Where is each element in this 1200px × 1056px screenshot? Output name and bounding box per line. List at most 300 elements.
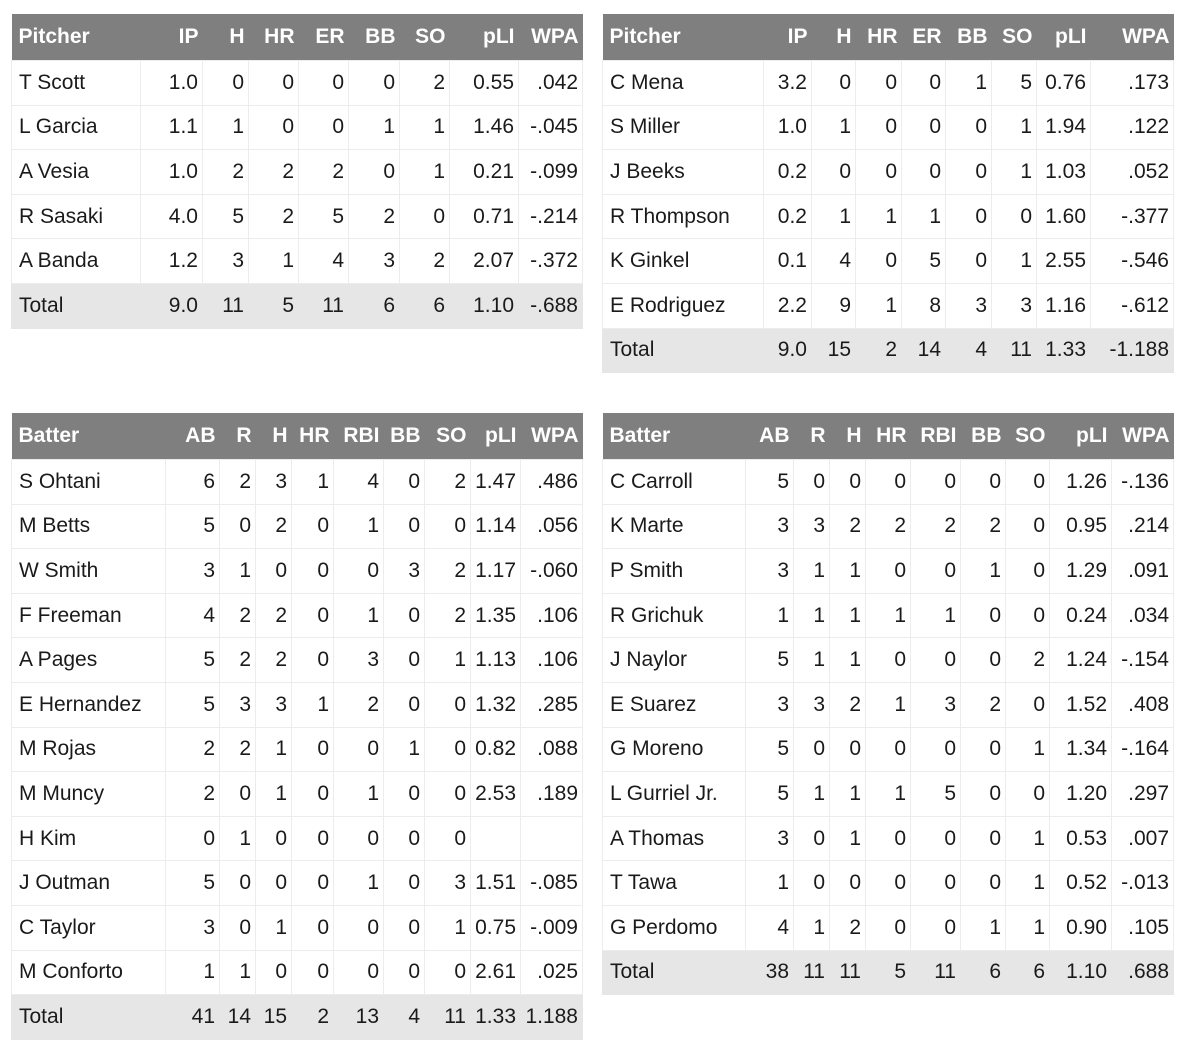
stat-cell: 0 [911,727,961,772]
stat-cell: 3 [794,682,830,727]
stat-cell: 3 [166,549,220,594]
total-label: Total [603,950,746,995]
stat-cell: 1.60 [1037,194,1091,239]
stat-cell: 1.14 [471,504,521,549]
stat-cell: 0 [866,727,911,772]
stat-cell: 0.2 [764,150,812,195]
stat-cell: 2.07 [450,239,519,284]
stat-cell: 0 [384,593,425,638]
stat-cell: 3 [220,682,256,727]
stat-cell: 0 [425,772,471,817]
stat-cell: 1 [794,772,830,817]
stat-cell: -.164 [1112,727,1174,772]
table-row [603,549,1174,594]
player-name: E Rodriguez [603,283,764,328]
stat-cell: 1.10 [1050,950,1112,995]
stat-cell: .088 [521,727,583,772]
stat-cell: 1 [1006,816,1050,861]
stat-cell: 11 [425,995,471,1040]
stat-cell: 1 [249,239,299,284]
stat-cell: 0 [425,682,471,727]
stat-cell: 1 [334,504,384,549]
stat-cell: 3 [992,283,1037,328]
stat-cell: 0 [856,150,902,195]
stat-cell: 4 [166,593,220,638]
stat-cell: 0 [425,950,471,995]
stat-cell: 14 [220,995,256,1040]
stat-cell: 0 [911,549,961,594]
column-header: Pitcher [12,14,141,61]
column-header: pLI [1037,14,1091,61]
total-row [603,328,1174,373]
stat-cell: 2 [911,504,961,549]
column-header: ER [902,14,946,61]
stat-cell: 1 [384,727,425,772]
stat-cell: -.099 [519,150,583,195]
stat-cell: 0 [812,150,856,195]
table-row [603,905,1174,950]
stat-cell: 0 [830,727,866,772]
stat-cell: 0.75 [471,905,521,950]
stat-cell: 0 [902,150,946,195]
stat-cell: 0 [425,504,471,549]
stat-cell: 2 [203,150,249,195]
stat-cell: 0 [866,861,911,906]
stat-cell: 0 [292,772,334,817]
stat-cell: 1 [349,105,400,150]
stat-cell: 0 [961,727,1006,772]
column-header: IP [141,14,203,61]
stat-cell: 1.33 [471,995,521,1040]
player-name: G Perdomo [603,905,746,950]
stat-cell: 1 [292,682,334,727]
table-row [603,638,1174,683]
stat-cell: 0 [794,861,830,906]
stat-cell: 1 [992,105,1037,150]
player-name: S Ohtani [12,460,166,505]
stat-cell: 0 [220,504,256,549]
stat-cell: 1.52 [1050,682,1112,727]
stat-cell: 0 [946,194,992,239]
stat-cell: 0 [1006,593,1050,638]
stat-cell: 1 [992,150,1037,195]
stat-cell: 0.95 [1050,504,1112,549]
stat-cell: 2 [220,460,256,505]
stat-cell: 6 [166,460,220,505]
stat-cell: 0 [384,905,425,950]
stat-cell: 0 [292,593,334,638]
stat-cell: 0 [256,861,292,906]
stat-cell: 5 [299,194,349,239]
stat-cell: 0.71 [450,194,519,239]
player-name: C Mena [603,61,764,106]
player-name: C Carroll [603,460,746,505]
stat-cell: 2 [400,239,450,284]
stat-cell: 5 [166,861,220,906]
stat-cell: 1.26 [1050,460,1112,505]
stat-cell: 1 [425,638,471,683]
stat-cell: 0 [794,460,830,505]
stat-cell: 1.13 [471,638,521,683]
stat-cell: 3 [166,905,220,950]
player-name: A Pages [12,638,166,683]
table-row [12,593,583,638]
stat-cell: 0.90 [1050,905,1112,950]
batting-table-left [11,413,583,1040]
stat-cell: 4.0 [141,194,203,239]
player-name: M Muncy [12,772,166,817]
stat-cell: 3 [746,816,794,861]
stat-cell: 1 [400,105,450,150]
stat-cell: 11 [911,950,961,995]
stat-cell: .025 [521,950,583,995]
stat-cell: -.136 [1112,460,1174,505]
stat-cell: -.688 [519,283,583,328]
stat-cell: 6 [961,950,1006,995]
stat-cell: 0 [961,593,1006,638]
stat-cell: 1 [220,549,256,594]
stat-cell: 0 [292,816,334,861]
stat-cell: 0 [911,905,961,950]
stat-cell: 1 [866,593,911,638]
column-header: R [220,413,256,460]
stat-cell: .214 [1112,504,1174,549]
stat-cell: 2 [292,995,334,1040]
column-header: AB [166,413,220,460]
stat-cell: 6 [349,283,400,328]
stat-cell: .052 [1091,150,1174,195]
column-header: SO [400,14,450,61]
column-header: IP [764,14,812,61]
player-name: H Kim [12,816,166,861]
stat-cell: .408 [1112,682,1174,727]
stat-cell: 1 [334,861,384,906]
stat-cell: 2 [166,727,220,772]
player-name: L Garcia [12,105,141,150]
table-row [603,194,1174,239]
total-label: Total [603,328,764,373]
stat-cell: .189 [521,772,583,817]
stat-cell: 1 [256,727,292,772]
stat-cell: 2 [425,549,471,594]
stat-cell: 0 [384,682,425,727]
stat-cell: 1 [794,638,830,683]
stat-cell: 0 [256,950,292,995]
stat-cell: 0 [349,61,400,106]
stat-cell: 0.24 [1050,593,1112,638]
column-header: R [794,413,830,460]
stat-cell: 1 [746,861,794,906]
stat-cell: 0 [384,772,425,817]
stat-cell: 0 [1006,772,1050,817]
column-header: HR [249,14,299,61]
stat-cell: 0 [1006,549,1050,594]
stat-cell: -.009 [521,905,583,950]
stat-cell: 41 [166,995,220,1040]
stat-cell: 0 [220,861,256,906]
stat-cell: 0 [425,816,471,861]
stat-cell: 1.51 [471,861,521,906]
stat-cell: 0 [384,950,425,995]
stat-cell: 1.2 [141,239,203,284]
stat-cell: 1.0 [141,61,203,106]
table-row [603,504,1174,549]
player-name: M Rojas [12,727,166,772]
total-label: Total [12,995,166,1040]
stat-cell: 11 [830,950,866,995]
stat-cell: 1 [220,950,256,995]
player-name: J Beeks [603,150,764,195]
stat-cell: 5 [166,638,220,683]
column-header: H [203,14,249,61]
stat-cell: 0 [911,638,961,683]
pitching-table-left [11,14,583,329]
stat-cell: 1 [794,549,830,594]
player-name: T Scott [12,61,141,106]
player-name: E Suarez [603,682,746,727]
stat-cell: -.045 [519,105,583,150]
stat-cell: 6 [400,283,450,328]
player-name: M Conforto [12,950,166,995]
stat-cell: 1.0 [141,150,203,195]
stat-cell: 11 [299,283,349,328]
stat-cell: 0 [384,861,425,906]
stat-cell: 2 [830,905,866,950]
stat-cell: 2 [400,61,450,106]
stat-cell: 3 [349,239,400,284]
stat-cell: 0 [830,861,866,906]
stat-cell: 0 [384,460,425,505]
table-row [12,549,583,594]
column-header: ER [299,14,349,61]
stat-cell: 4 [384,995,425,1040]
player-name: P Smith [603,549,746,594]
stat-cell: 2 [256,638,292,683]
stat-cell: 1 [946,61,992,106]
stat-cell: 1 [856,283,902,328]
stat-cell: 0.53 [1050,816,1112,861]
stat-cell: 1.46 [450,105,519,150]
stat-cell: 5 [746,638,794,683]
stat-cell: 0 [384,638,425,683]
stat-cell: 1 [961,549,1006,594]
table-row [603,682,1174,727]
stat-cell: 0 [961,861,1006,906]
table-row [603,150,1174,195]
stat-cell: 38 [746,950,794,995]
stat-cell: 1 [334,772,384,817]
stat-cell: 1 [1006,861,1050,906]
stat-cell: -.154 [1112,638,1174,683]
stat-cell: 1 [992,239,1037,284]
stat-cell: 0 [334,727,384,772]
total-row [12,995,583,1040]
player-name: A Thomas [603,816,746,861]
table-row [12,460,583,505]
stat-cell: 0.76 [1037,61,1091,106]
stat-cell: 1.32 [471,682,521,727]
stat-cell: 1.35 [471,593,521,638]
stat-cell: 3 [746,504,794,549]
stat-cell: 0 [292,950,334,995]
stat-cell: 1 [866,772,911,817]
player-name: C Taylor [12,905,166,950]
table-row [12,61,583,106]
column-header: WPA [519,14,583,61]
total-row [12,283,583,328]
stat-cell: 1 [794,593,830,638]
stat-cell: 2 [166,772,220,817]
stat-cell: 1 [812,105,856,150]
stat-cell: 0 [292,861,334,906]
stat-cell: 0 [249,61,299,106]
header-row [603,413,1174,460]
column-header: SO [425,413,471,460]
stat-cell: 5 [902,239,946,284]
stat-cell: 0 [256,816,292,861]
stat-cell: 1 [866,682,911,727]
stat-cell: 0 [292,905,334,950]
stat-cell: 2 [830,682,866,727]
stat-cell: 2.2 [764,283,812,328]
stat-cell: 2.55 [1037,239,1091,284]
total-row [603,950,1174,995]
column-header: H [830,413,866,460]
stat-cell: 0 [902,61,946,106]
table-row [603,283,1174,328]
stat-cell: .486 [521,460,583,505]
column-header: WPA [1112,413,1174,460]
table-row [603,816,1174,861]
stat-cell: 0 [830,460,866,505]
stat-cell: 2 [830,504,866,549]
stat-cell: 3 [256,460,292,505]
player-name: K Ginkel [603,239,764,284]
stat-cell: 0 [334,549,384,594]
stat-cell: 9.0 [764,328,812,373]
stat-cell: 2 [220,593,256,638]
stat-cell: 2 [961,682,1006,727]
column-header: SO [992,14,1037,61]
column-header: pLI [471,413,521,460]
stat-cell: 0 [961,638,1006,683]
stat-cell: 1 [830,549,866,594]
stat-cell: .105 [1112,905,1174,950]
player-name: L Gurriel Jr. [603,772,746,817]
player-name: R Thompson [603,194,764,239]
pitching-table-right [602,14,1174,373]
player-name: K Marte [603,504,746,549]
player-name: T Tawa [603,861,746,906]
player-name: A Vesia [12,150,141,195]
stat-cell: 11 [794,950,830,995]
stat-cell: 1 [425,905,471,950]
column-header: WPA [521,413,583,460]
stat-cell: 2 [856,328,902,373]
stat-cell: 1 [400,150,450,195]
stat-cell: 0 [292,549,334,594]
table-row [12,194,583,239]
table-row [603,593,1174,638]
stat-cell [471,816,521,861]
table-row [603,105,1174,150]
column-header: pLI [1050,413,1112,460]
stat-cell: 1 [1006,727,1050,772]
stat-cell: 0.52 [1050,861,1112,906]
stat-cell: -.377 [1091,194,1174,239]
stat-cell: 1 [812,194,856,239]
column-header: BB [961,413,1006,460]
column-header: SO [1006,413,1050,460]
stat-cell: 2 [249,194,299,239]
stat-cell: -.013 [1112,861,1174,906]
stat-cell: .106 [521,593,583,638]
stat-cell: -1.188 [1091,328,1174,373]
table-row [12,905,583,950]
stat-cell: 0 [334,816,384,861]
column-header: Pitcher [603,14,764,61]
column-header: Batter [603,413,746,460]
stat-cell: 13 [334,995,384,1040]
table-row [603,61,1174,106]
stat-cell: 0 [1006,504,1050,549]
stat-cell: 1 [830,638,866,683]
table-row [12,727,583,772]
stat-cell: 4 [946,328,992,373]
stat-cell: 0 [961,816,1006,861]
stat-cell: -.085 [521,861,583,906]
player-name: R Sasaki [12,194,141,239]
stat-cell: 3 [746,549,794,594]
stat-cell: 1 [794,905,830,950]
table-row [603,727,1174,772]
table-row [603,861,1174,906]
stat-cell: 1.0 [764,105,812,150]
stat-cell: 5 [203,194,249,239]
stat-cell: 1.24 [1050,638,1112,683]
header-row [12,413,583,460]
stat-cell: 0 [384,504,425,549]
stat-cell: 2 [425,460,471,505]
stat-cell: 4 [812,239,856,284]
stat-cell: 1.16 [1037,283,1091,328]
stat-cell: 1.1 [141,105,203,150]
stat-cell: 1 [1006,905,1050,950]
stat-cell: 0 [384,816,425,861]
stat-cell: 8 [902,283,946,328]
stat-cell: 1 [334,593,384,638]
stat-cell: 11 [992,328,1037,373]
stat-cell: 1 [961,905,1006,950]
player-name: F Freeman [12,593,166,638]
stat-cell: 0 [866,905,911,950]
stat-cell: 1 [256,905,292,950]
stat-cell: 3 [946,283,992,328]
stat-cell: 3 [746,682,794,727]
column-header: BB [946,14,992,61]
stat-cell: 9.0 [141,283,203,328]
stat-cell: 0 [856,105,902,150]
stat-cell: 0 [292,504,334,549]
column-header: H [812,14,856,61]
stat-cell: 1 [830,772,866,817]
stat-cell: .091 [1112,549,1174,594]
stat-cell: 0 [256,549,292,594]
stat-cell: 5 [746,772,794,817]
stat-cell: 6 [1006,950,1050,995]
table-row [12,816,583,861]
stat-cell: 0.1 [764,239,812,284]
